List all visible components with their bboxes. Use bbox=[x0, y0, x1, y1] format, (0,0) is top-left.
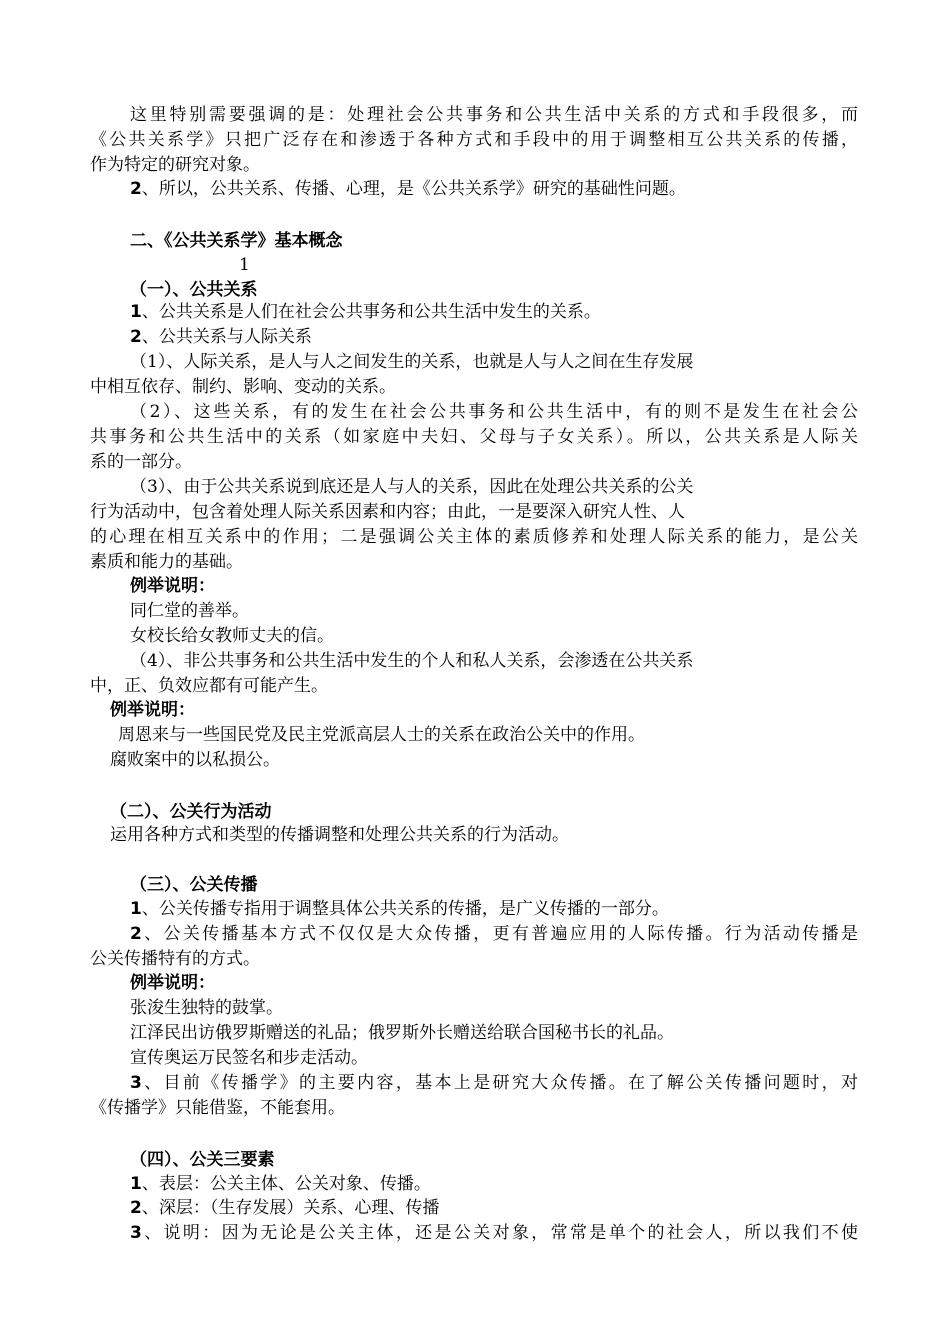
example-item: 腐败案中的以私损公。 bbox=[110, 750, 280, 770]
paragraph-line: 的心理在相互关系中的作用；二是强调公关主体的素质修养和处理人际关系的能力，是公关 bbox=[90, 527, 858, 547]
numbered-item bbox=[130, 1071, 858, 1095]
item-number: 1 bbox=[130, 899, 142, 919]
paragraph-line: （2）、这些关系，有的发生在社会公共事务和公共生活中，有的则不是发生在社会公 bbox=[130, 402, 858, 422]
example-item: 江泽民出访俄罗斯赠送的礼品；俄罗斯外长赠送给联合国秘书长的礼品。 bbox=[130, 1023, 674, 1043]
paragraph-line: 素质和能力的基础。 bbox=[90, 552, 243, 572]
paragraph-line: 中，正、负效应都有可能产生。 bbox=[90, 676, 328, 696]
example-item: 宣传奥运万民签名和步走活动。 bbox=[130, 1048, 368, 1068]
paragraph-line: （4）、非公共事务和公共生活中发生的个人和私人关系，会渗透在公共关系 bbox=[130, 651, 694, 671]
item-text: 、说明：因为无论是公关主体，还是公关对象，常常是单个的社会人，所以我们不使 bbox=[141, 1223, 858, 1243]
item-text: 、目前《传播学》的主要内容，基本上是研究大众传播。在了解公关传播问题时，对 bbox=[141, 1073, 858, 1093]
item-number: 1 bbox=[130, 1174, 142, 1194]
example-label: 例举说明： bbox=[110, 700, 195, 720]
section-heading: 二、《公共关系学》基本概念 bbox=[130, 231, 343, 251]
subsection-heading: （一）、公共关系 bbox=[130, 280, 258, 300]
paragraph-line: 这里特别需要强调的是：处理社会公共事务和公共生活中关系的方式和手段很多，而 bbox=[130, 105, 858, 125]
item-text: 、公关传播专指用于调整具体公共关系的传播，是广义传播的一部分。 bbox=[141, 899, 669, 919]
example-label: 例举说明： bbox=[130, 576, 215, 596]
paragraph-line: 系的一部分。 bbox=[90, 452, 192, 472]
paragraph-line: 运用各种方式和类型的传播调整和处理公共关系的行为活动。 bbox=[110, 825, 569, 845]
subsection-heading: （三）、公关传播 bbox=[130, 875, 258, 895]
numbered-item bbox=[130, 1172, 431, 1196]
subsection-heading: （二）、公关行为活动 bbox=[110, 802, 272, 822]
numbered-item bbox=[130, 897, 669, 921]
item-text: 、表层：公关主体、公关对象、传播。 bbox=[141, 1174, 431, 1194]
paragraph-line: （1）、人际关系，是人与人之间发生的关系，也就是人与人之间在生存发展 bbox=[130, 352, 694, 372]
item-number: 2 bbox=[130, 1198, 142, 1218]
numbered-item bbox=[130, 922, 858, 946]
item-number: 2 bbox=[130, 327, 142, 347]
item-text: 、公共关系与人际关系 bbox=[141, 327, 312, 347]
item-number: 2 bbox=[130, 924, 142, 944]
example-item: 张浚生独特的鼓掌。 bbox=[130, 998, 283, 1018]
example-label: 例举说明： bbox=[130, 973, 215, 993]
item-text: 、公关传播基本方式不仅仅是大众传播，更有普遍应用的人际传播。行为活动传播是 bbox=[141, 924, 858, 944]
numbered-item bbox=[130, 1196, 439, 1220]
item-number: 3 bbox=[130, 1223, 142, 1243]
item-text: 、所以，公共关系、传播、心理，是《公共关系学》研究的基础性问题。 bbox=[141, 179, 686, 199]
item-number: 3 bbox=[130, 1073, 142, 1093]
paragraph-line: （3）、由于公共关系说到底还是人与人的关系，因此在处理公共关系的公关 bbox=[130, 477, 694, 497]
example-item: 女校长给女教师丈夫的信。 bbox=[130, 626, 334, 646]
example-item: 同仁堂的善举。 bbox=[130, 601, 249, 621]
item-number: 1 bbox=[130, 302, 142, 322]
numbered-item bbox=[130, 300, 601, 324]
numbered-item bbox=[130, 325, 312, 349]
paragraph-line: 共事务和公共生活中的关系（如家庭中夫妇、父母与子女关系）。所以，公共关系是人际关 bbox=[90, 427, 858, 447]
item-text: 、公共关系是人们在社会公共事务和公共生活中发生的关系。 bbox=[141, 302, 601, 322]
marker-number: 1 bbox=[239, 255, 250, 275]
numbered-item bbox=[130, 1221, 858, 1245]
paragraph-line: 公关传播特有的方式。 bbox=[90, 949, 260, 969]
example-item: 周恩来与一些国民党及民主党派高层人士的关系在政治公关中的作用。 bbox=[118, 725, 645, 745]
item-number: 2 bbox=[130, 179, 142, 199]
paragraph-line: 中相互依存、制约、影响、变动的关系。 bbox=[90, 377, 396, 397]
paragraph-line: 行为活动中，包含着处理人际关系因素和内容；由此，一是要深入研究人性、人 bbox=[90, 502, 685, 522]
paragraph-line: 《传播学》只能借鉴，不能套用。 bbox=[90, 1098, 345, 1118]
subsection-heading: （四）、公关三要素 bbox=[130, 1150, 275, 1170]
numbered-item bbox=[130, 177, 686, 201]
paragraph-line: 《公共关系学》只把广泛存在和渗透于各种方式和手段中的用于调整相互公共关系的传播， bbox=[90, 130, 858, 150]
paragraph-line: 作为特定的研究对象。 bbox=[90, 155, 260, 175]
item-text: 、深层：（生存发展）关系、心理、传播 bbox=[141, 1198, 440, 1218]
